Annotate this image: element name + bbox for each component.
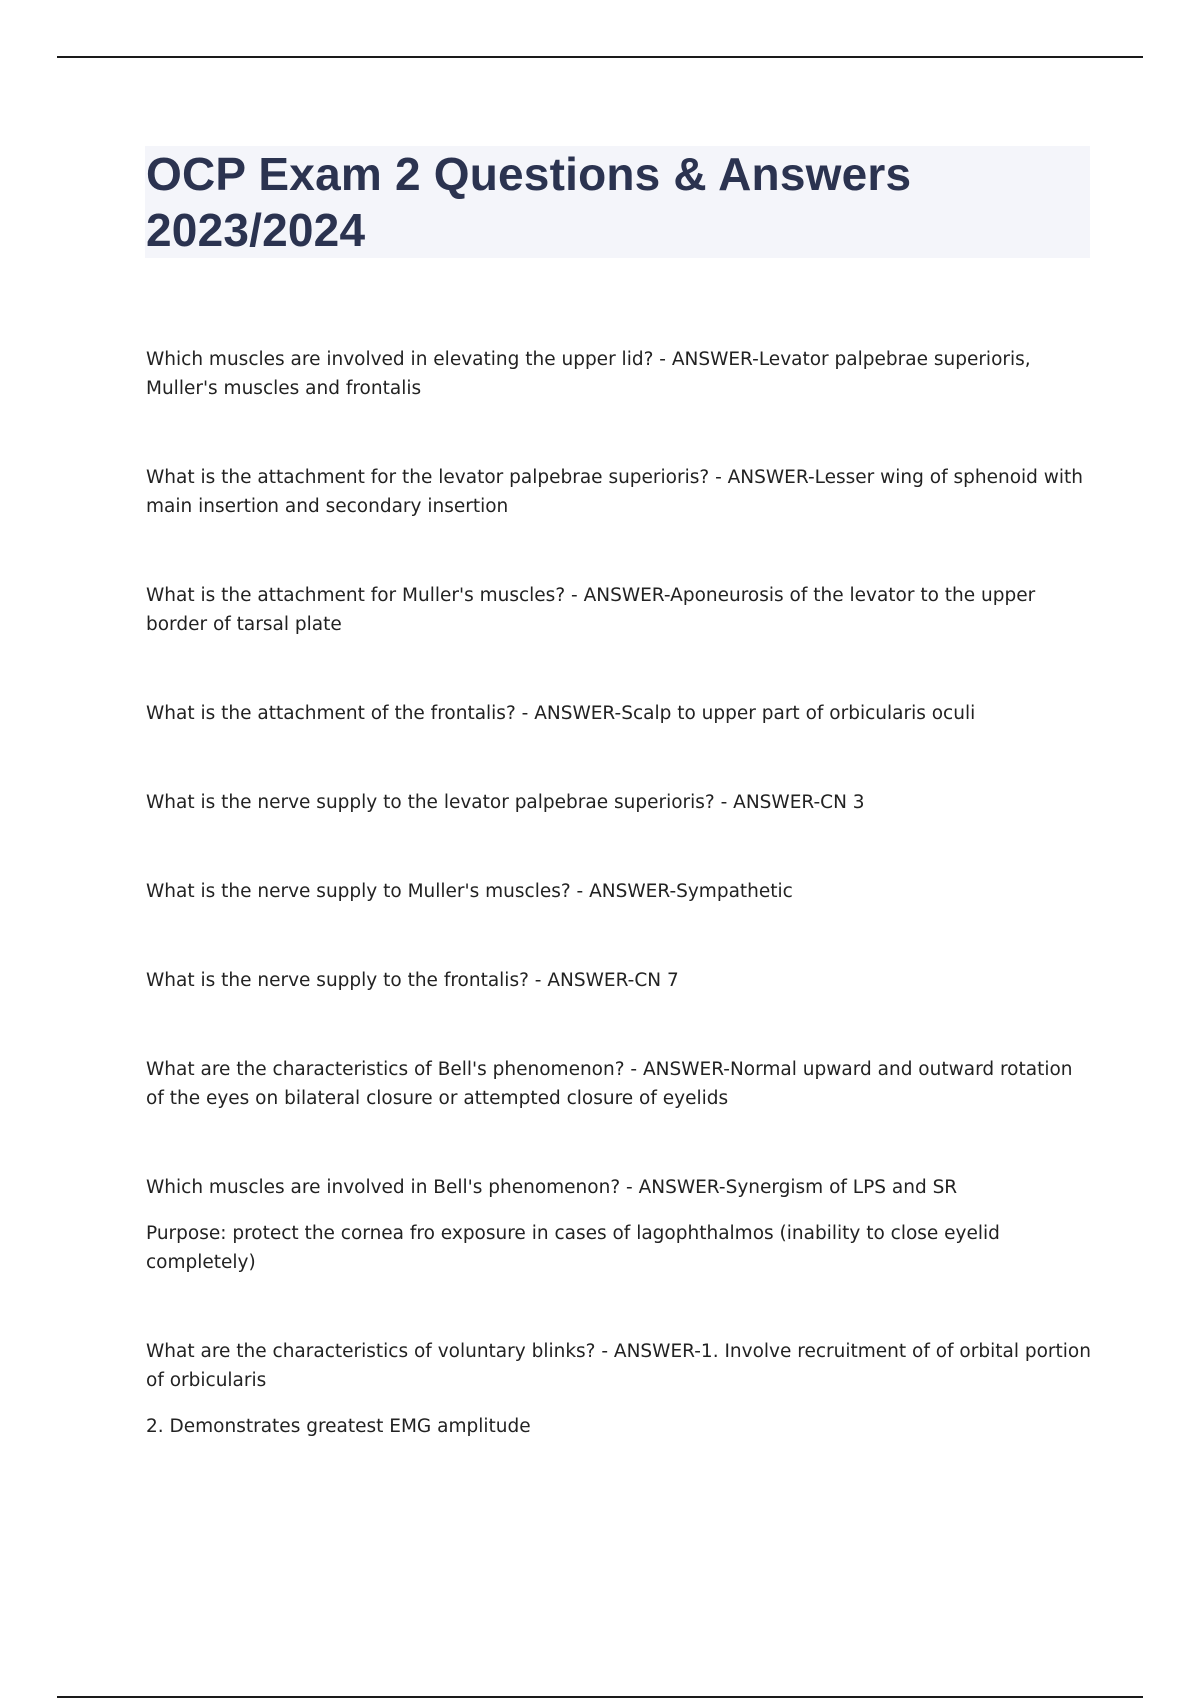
qa-text: What is the attachment of the frontalis? - ANSWER-Scalp to upper part of orbicularis oculi (146, 703, 976, 724)
qa-text: What is the nerve supply to Muller's muscles? - ANSWER-Sympathetic (146, 881, 793, 902)
qa-text: What is the attachment for the levator palpebrae superioris? - ANSWER-Lesser wing of sphenoid with main insertion and secondary insertion (146, 467, 1084, 517)
title-banner (145, 146, 1090, 258)
qa-text: What are the characteristics of Bell's phenomenon? - ANSWER-Normal upward and outward rotation of the eyes on bilateral closure or attempted closure of eyelids (146, 1059, 1073, 1109)
qa-extra-text: 2. Demonstrates greatest EMG amplitude (146, 1416, 531, 1437)
qa-item (146, 581, 1096, 639)
qa-text: Which muscles are involved in elevating the upper lid? - ANSWER-Levator palpebrae superioris, Muller's muscles and frontalis (146, 349, 1031, 399)
qa-text: Which muscles are involved in Bell's phenomenon? - ANSWER-Synergism of LPS and SR (146, 1177, 958, 1198)
qa-text: What are the characteristics of voluntary blinks? - ANSWER-1. Involve recruitment of of orbital portion of orbicularis (146, 1341, 1091, 1391)
qa-item (146, 788, 1096, 817)
qa-item (146, 345, 1096, 403)
top-rule (57, 56, 1143, 58)
qa-text: What is the attachment for Muller's muscles? - ANSWER-Aponeurosis of the levator to the upper border of tarsal plate (146, 585, 1036, 635)
document-title: OCP Exam 2 Questions & Answers 2023/2024 (146, 148, 912, 256)
qa-item (146, 1173, 1096, 1277)
qa-item (146, 877, 1096, 906)
qa-item (146, 463, 1096, 521)
qa-item (146, 1055, 1096, 1113)
qa-item (146, 1337, 1096, 1441)
bottom-rule (57, 1696, 1143, 1698)
qa-item (146, 699, 1096, 728)
qa-text: What is the nerve supply to the levator palpebrae superioris? - ANSWER-CN 3 (146, 792, 865, 813)
qa-text: What is the nerve supply to the frontalis? - ANSWER-CN 7 (146, 970, 679, 991)
qa-list (146, 345, 1096, 1501)
qa-extra-text: Purpose: protect the cornea fro exposure in cases of lagophthalmos (inability to close eyelid completely) (146, 1223, 1000, 1273)
qa-item (146, 966, 1096, 995)
